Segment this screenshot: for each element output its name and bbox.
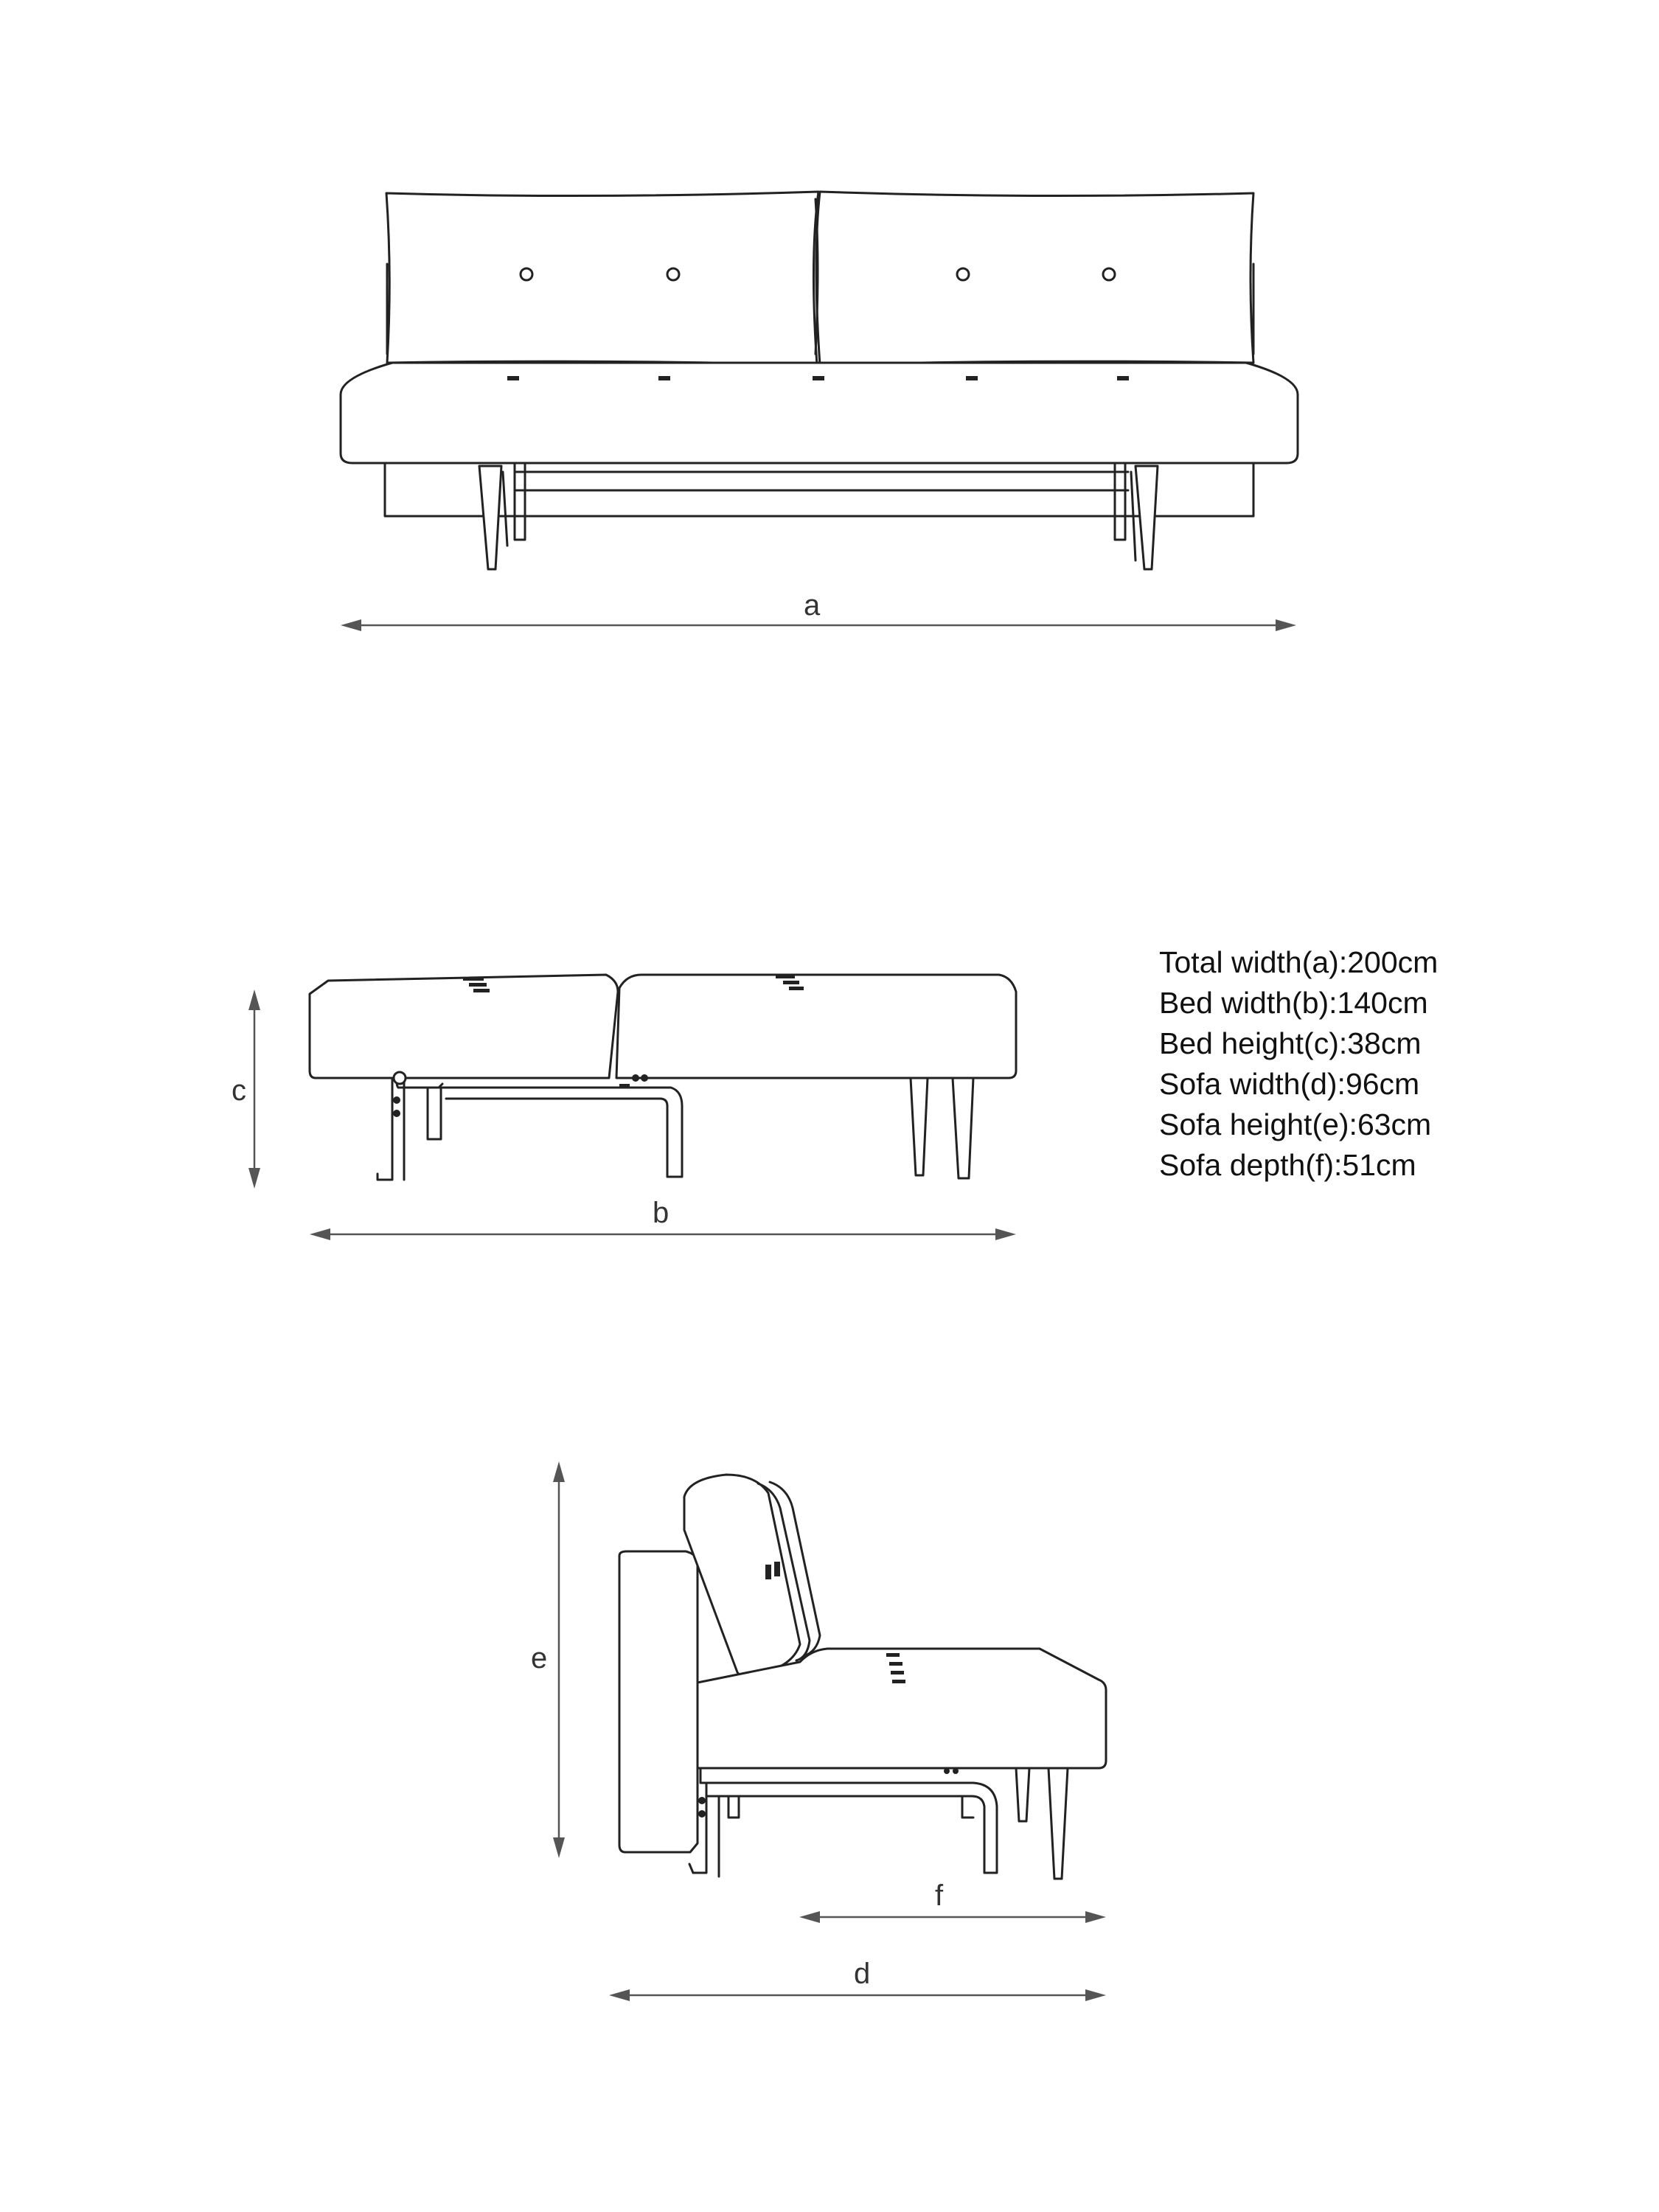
front-left-leg	[479, 466, 501, 569]
bed-mattress-right	[616, 975, 1016, 1078]
dimension-label-c: c	[232, 1074, 246, 1107]
dimension-label-e: e	[531, 1642, 548, 1674]
dimension-line-e	[531, 1461, 565, 1858]
spec-bed-width: Bed width(b):140cm	[1159, 986, 1428, 1020]
bed-mode-side-view	[232, 975, 1016, 1240]
bed-mattress-left	[310, 975, 618, 1078]
specification-list	[1159, 942, 1438, 1186]
right-back-cushion	[816, 192, 1253, 365]
left-back-cushion	[386, 192, 818, 365]
spec-total-width: Total width(a):200cm	[1159, 945, 1439, 979]
spec-sofa-width: Sofa width(d):96cm	[1159, 1067, 1420, 1101]
dimension-label-b: b	[653, 1197, 669, 1229]
dimension-line-d	[609, 1958, 1106, 2001]
dimension-label-a: a	[804, 589, 821, 622]
dimension-label-d: d	[854, 1958, 871, 1990]
folded-mattress	[619, 1551, 698, 1852]
dimension-label-f: f	[935, 1879, 944, 1912]
sofa-side-view	[531, 1461, 1106, 2001]
spec-bed-height: Bed height(c):38cm	[1159, 1026, 1422, 1060]
spec-sofa-height: Sofa height(e):63cm	[1159, 1107, 1432, 1141]
backrest-cushion	[684, 1475, 800, 1676]
dimension-line-a	[341, 589, 1296, 631]
front-right-leg	[1135, 466, 1158, 569]
front-view	[341, 192, 1298, 631]
dimension-line-b	[310, 1197, 1016, 1240]
dimension-line-c	[232, 990, 260, 1189]
dimension-line-f	[799, 1879, 1106, 1923]
spec-sofa-depth: Sofa depth(f):51cm	[1159, 1148, 1416, 1182]
